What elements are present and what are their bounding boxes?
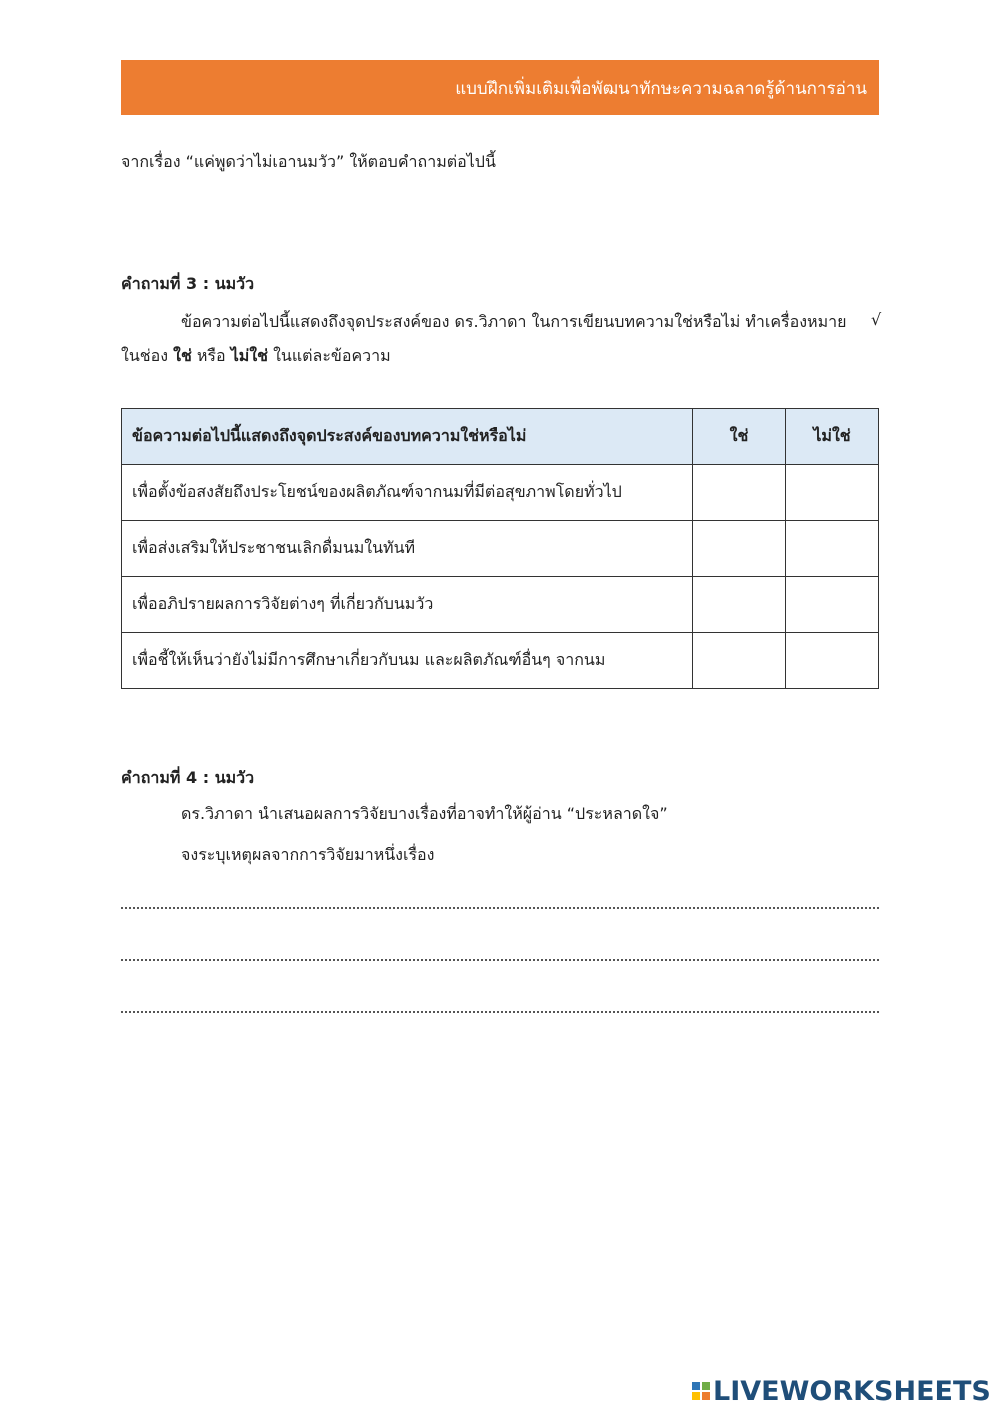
header-yes: ใช่ xyxy=(693,409,786,465)
statement-cell: เพื่อตั้งข้อสงสัยถึงประโยชน์ของผลิตภัณฑ์จากนมที่มีต่อสุขภาพโดยทั่วไป xyxy=(122,465,693,521)
table-row xyxy=(122,521,879,577)
no-checkbox-cell[interactable] xyxy=(786,465,879,521)
header-no: ไม่ใช่ xyxy=(786,409,879,465)
table-row xyxy=(122,633,879,689)
answer-line-3[interactable] xyxy=(121,1011,879,1013)
yes-checkbox-cell[interactable] xyxy=(693,465,786,521)
statement-cell: เพื่อชี้ให้เห็นว่ายังไม่มีการศึกษาเกี่ยวกับนม และผลิตภัณฑ์อื่นๆ จากนม xyxy=(122,633,693,689)
table-row xyxy=(122,465,879,521)
intro-text: จากเรื่อง “แค่พูดว่าไม่เอานมวัว” ให้ตอบคำถามต่อไปนี้ xyxy=(121,152,496,171)
banner-title: แบบฝึกเพิ่มเติมเพื่อพัฒนาทักษะความฉลาดรู้ด้านการอ่าน xyxy=(455,79,867,99)
purpose-table xyxy=(121,408,879,689)
check-mark-symbol: √ xyxy=(871,310,882,329)
statement-cell: เพื่ออภิปรายผลการวิจัยต่างๆ ที่เกี่ยวกับนมวัว xyxy=(122,577,693,633)
yes-checkbox-cell[interactable] xyxy=(693,577,786,633)
question4-heading: คำถามที่ 4 : นมวัว xyxy=(121,768,255,787)
no-checkbox-cell[interactable] xyxy=(786,521,879,577)
yes-checkbox-cell[interactable] xyxy=(693,633,786,689)
question3-heading: คำถามที่ 3 : นมวัว xyxy=(121,274,255,293)
yes-checkbox-cell[interactable] xyxy=(693,521,786,577)
instruction-part-a: ในช่อง xyxy=(121,346,174,365)
question3-instruction-line2 xyxy=(121,344,391,369)
no-word: ไม่ใช่ xyxy=(230,346,268,365)
question4-prompt-line1: ดร.วิภาดา นำเสนอผลการวิจัยบางเรื่องที่อาจทำให้ผู้อ่าน “ประหลาดใจ” xyxy=(181,804,668,823)
header-banner xyxy=(121,60,879,115)
yes-word: ใช่ xyxy=(173,346,192,365)
liveworksheets-logo xyxy=(692,1376,991,1406)
logo-grid-icon xyxy=(692,1382,710,1400)
answer-line-2[interactable] xyxy=(121,959,879,961)
question4-prompt-line2: จงระบุเหตุผลจากการวิจัยมาหนึ่งเรื่อง xyxy=(181,845,435,864)
instruction-part-b: หรือ xyxy=(191,346,231,365)
question3-instruction-text: ข้อความต่อไปนี้แสดงถึงจุดประสงค์ของ ดร.วิภาดา ในการเขียนบทความใช่หรือไม่ ทำเครื่องหมาย xyxy=(181,312,847,331)
no-checkbox-cell[interactable] xyxy=(786,577,879,633)
header-statement: ข้อความต่อไปนี้แสดงถึงจุดประสงค์ของบทความใช่หรือไม่ xyxy=(122,409,693,465)
statement-cell: เพื่อส่งเสริมให้ประชาชนเลิกดื่มนมในทันที xyxy=(122,521,693,577)
table-header-row xyxy=(122,409,879,465)
instruction-part-c: ในแต่ละข้อความ xyxy=(267,346,391,365)
logo-text: LIVEWORKSHEETS xyxy=(713,1375,991,1407)
answer-line-1[interactable] xyxy=(121,907,879,909)
question3-instruction-line1 xyxy=(181,310,881,335)
no-checkbox-cell[interactable] xyxy=(786,633,879,689)
table-row xyxy=(122,577,879,633)
